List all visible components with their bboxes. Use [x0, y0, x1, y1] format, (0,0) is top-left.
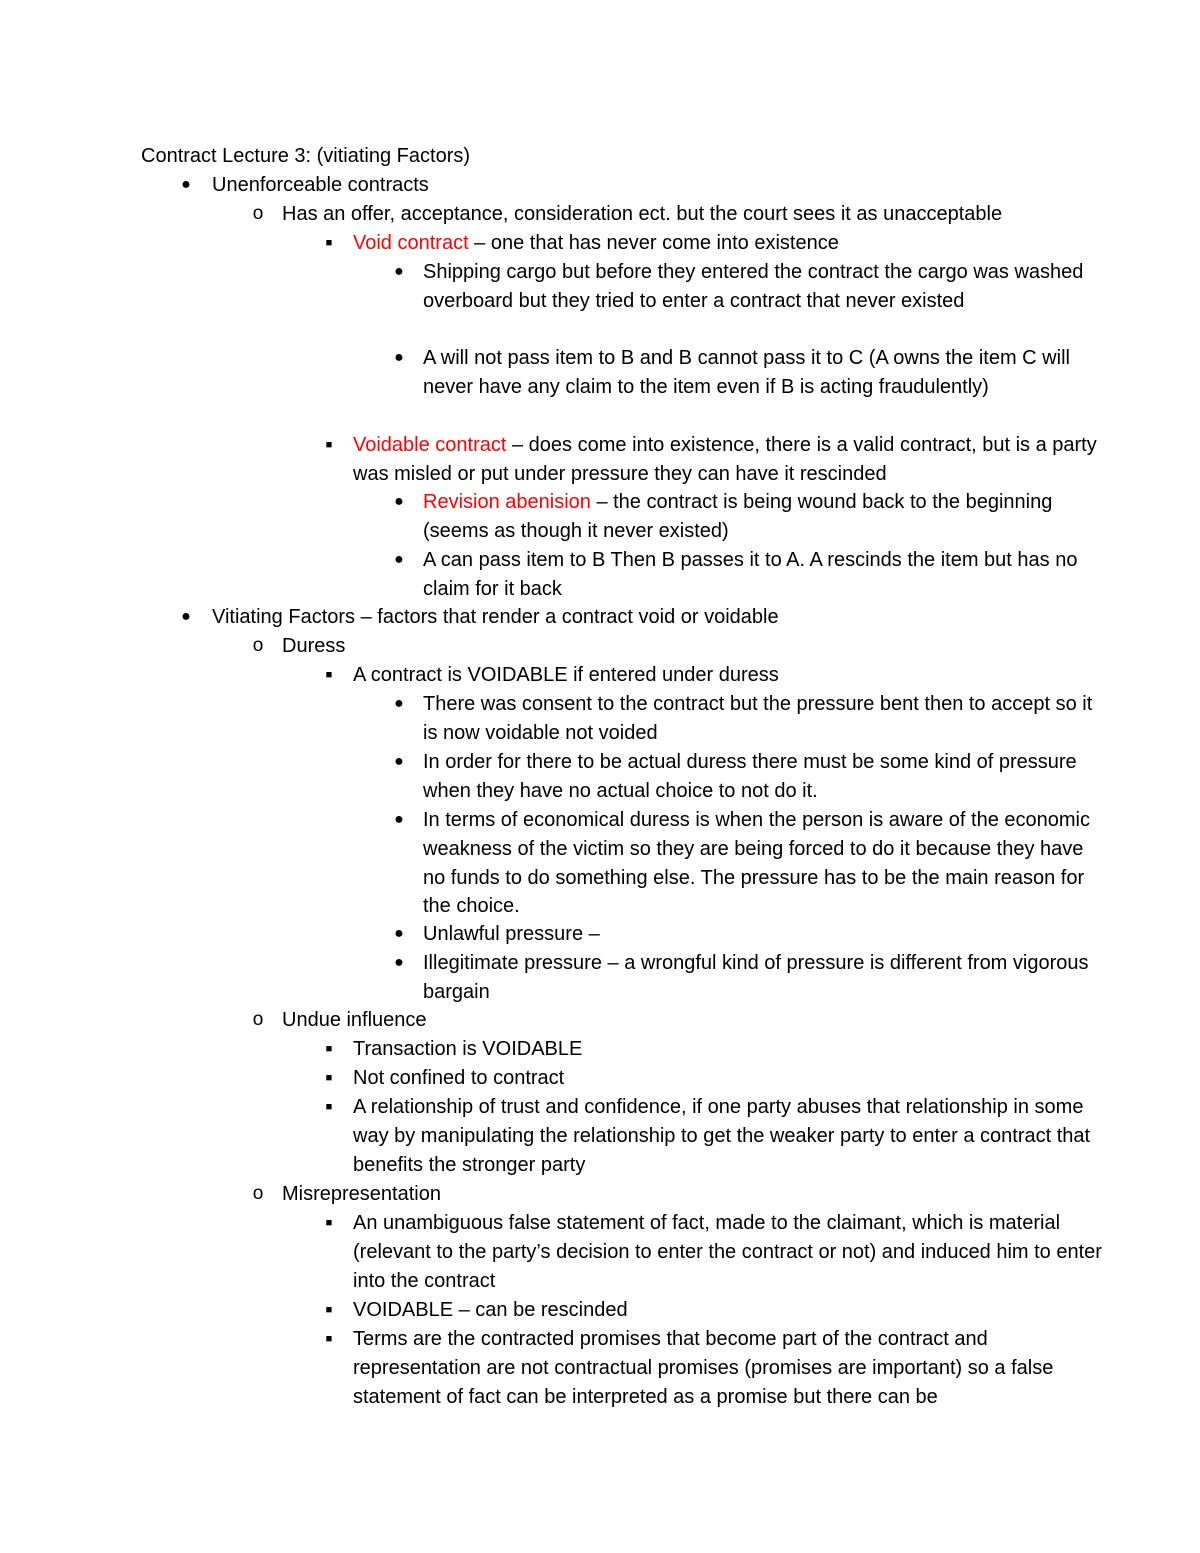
list-item-unenforceable [181, 171, 1092, 200]
circle-marker: o [252, 1009, 264, 1030]
list-item-duress-voidable [325, 661, 1103, 690]
list-item-unambiguous [325, 1209, 1103, 1295]
list-item-text: VOIDABLE – can be rescinded [353, 1299, 628, 1321]
list-item-illegitimate-pressure [394, 949, 1103, 1007]
list-item-text: Misrepresentation [282, 1183, 441, 1205]
bullet-marker: ● [394, 349, 404, 366]
term-description: – one that has never come into existence [468, 232, 839, 254]
list-item-text: A can pass item to B Then B passes it to A. A rescinds the item but has no claim for it back [423, 549, 1078, 600]
bullet-marker: ● [394, 954, 404, 971]
list-item-text: In order for there to be actual duress there must be some kind of pressure when they have no actual choice to not do it. [423, 751, 1077, 802]
list-item-text: Has an offer, acceptance, consideration ect. but the court sees it as unacceptable [282, 203, 1003, 225]
list-item-a-will-not-pass [394, 344, 1103, 402]
circle-marker: o [252, 203, 264, 224]
list-item-shipping [394, 258, 1103, 316]
list-item-has-offer [252, 200, 1102, 229]
list-item-text: Vitiating Factors – factors that render a contract void or voidable [212, 606, 779, 628]
list-item-not-confined [325, 1064, 1103, 1093]
bullet-marker: ● [394, 263, 404, 280]
list-item-revision [394, 488, 1103, 546]
list-item-terms [325, 1325, 1103, 1411]
list-item-text: Terms are the contracted promises that become part of the contract and representation are not contractual promises (promises are important) so a false statement of fact can be interpreted as a promise but there can be [353, 1328, 1054, 1408]
list-item-transaction-voidable [325, 1035, 1103, 1064]
list-item-text: Unenforceable contracts [212, 174, 429, 196]
square-marker: ■ [325, 1217, 333, 1229]
list-item-text: Undue influence [282, 1009, 427, 1031]
square-marker: ■ [325, 1101, 333, 1113]
list-item-in-order [394, 748, 1103, 806]
bullet-marker: ● [394, 811, 404, 828]
list-item-voidable-contract [325, 431, 1103, 489]
list-item-text: Not confined to contract [353, 1067, 565, 1089]
list-item-duress [252, 632, 1102, 661]
list-item-voidable-rescinded [325, 1296, 1103, 1325]
bullet-marker: ● [394, 695, 404, 712]
list-item-text: Duress [282, 635, 346, 657]
list-item-text: An unambiguous false statement of fact, made to the claimant, which is material (relevant to the party’s decision to enter the contract or not) and induced him to enter into the contract [353, 1212, 1102, 1292]
list-item-consent [394, 690, 1103, 748]
bullet-marker: ● [394, 493, 404, 510]
list-item-a-can-pass [394, 546, 1103, 604]
list-item-text: Shipping cargo but before they entered the contract the cargo was washed overboard but they tried to enter a contract that never existed [423, 261, 1084, 312]
list-item-text: A will not pass item to B and B cannot pass it to C (A owns the item C will never have any claim to the item even if B is acting fraudulently) [423, 347, 1070, 398]
list-item-misrepresentation [252, 1180, 1102, 1209]
list-item-text: A contract is VOIDABLE if entered under duress [353, 664, 779, 686]
term-description: – does come into existence, there is a valid contract, but is a party was misled or put under pressure they can have it rescinded [353, 434, 1097, 485]
document-title: Contract Lecture 3: (vitiating Factors) [141, 145, 471, 167]
square-marker: ■ [325, 1072, 333, 1084]
circle-marker: o [252, 635, 264, 656]
list-item-vitiating-factors [181, 603, 1092, 632]
square-marker: ■ [325, 439, 333, 451]
list-item-undue-influence [252, 1006, 1102, 1035]
list-item-void-contract [325, 229, 1103, 258]
square-marker: ■ [325, 1043, 333, 1055]
list-item-text: Transaction is VOIDABLE [353, 1038, 583, 1060]
square-marker: ■ [325, 669, 333, 681]
list-item-relationship [325, 1093, 1103, 1179]
bullet-marker: ● [394, 551, 404, 568]
bullet-marker: ● [181, 608, 191, 625]
term-revision-abenision: Revision abenision [423, 491, 591, 513]
term-description: – the contract is being wound back to the beginning (seems as though it never existed) [423, 491, 1053, 542]
circle-marker: o [252, 1183, 264, 1204]
list-item-text: Illegitimate pressure – a wrongful kind of pressure is different from vigorous bargain [423, 952, 1089, 1003]
list-item-economical-duress [394, 806, 1103, 921]
square-marker: ■ [325, 1333, 333, 1345]
list-item-text: Unlawful pressure – [423, 923, 600, 945]
term-voidable-contract: Voidable contract [353, 434, 507, 456]
bullet-marker: ● [394, 753, 404, 770]
list-item-text: In terms of economical duress is when the person is aware of the economic weakness of the victim so they are being forced to do it because they have no funds to do something else. The pressure has to be the main reason for the choice. [423, 809, 1090, 918]
square-marker: ■ [325, 1304, 333, 1316]
square-marker: ■ [325, 237, 333, 249]
list-item-text: There was consent to the contract but the pressure bent then to accept so it is now voidable not voided [423, 693, 1093, 744]
bullet-marker: ● [181, 176, 191, 193]
bullet-marker: ● [394, 925, 404, 942]
list-item-text: A relationship of trust and confidence, if one party abuses that relationship in some way by manipulating the relationship to get the weaker party to enter a contract that benefits the stronger party [353, 1096, 1091, 1176]
term-void-contract: Void contract [353, 232, 469, 254]
list-item-unlawful-pressure [394, 920, 1103, 949]
